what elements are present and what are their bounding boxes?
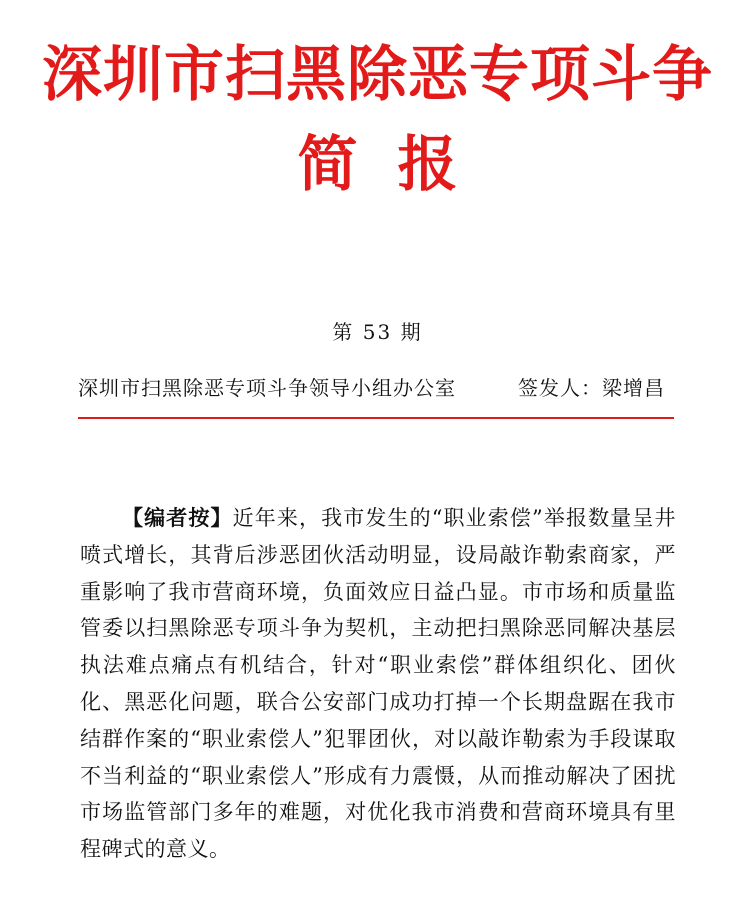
signer-label: 签发人：: [518, 376, 602, 400]
red-divider: [78, 417, 674, 419]
signer: [518, 374, 665, 402]
issue-number: 第 53 期: [332, 320, 423, 344]
briefing-title: 深圳市扫黑除恶专项斗争: [42, 40, 713, 110]
editor-note-text: 近年来，我市发生的“职业索偿”举报数量呈井喷式增长，其背后涉恶团伙活动明显，设局敲诈勒索商家，严重影响了我市营商环境，负面效应日益凸显。市市场和质量监管委以扫黑除恶专项斗争为契机，主动把扫黑除恶同解决基层执法难点痛点有机结合，针对“职业索偿”群体组织化、团伙化、黑恶化问题，联合公安部门成功打掉一个长期盘踞在我市结群作案的“职业索偿人”犯罪团伙，对以敲诈勒索为手段谋取不当利益的“职业索偿人”形成有力震慑，从而推动解决了困扰市场监管部门多年的难题，对优化我市消费和营商环境具有里程碑式的意义。: [80, 506, 676, 862]
issuing-office: 深圳市扫黑除恶专项斗争领导小组办公室: [78, 376, 456, 400]
briefing-subtitle: 简报: [297, 130, 498, 200]
editor-note: [80, 500, 676, 868]
signer-name: 梁增昌: [602, 376, 665, 400]
editor-note-lead: 【编者按】: [122, 505, 233, 530]
